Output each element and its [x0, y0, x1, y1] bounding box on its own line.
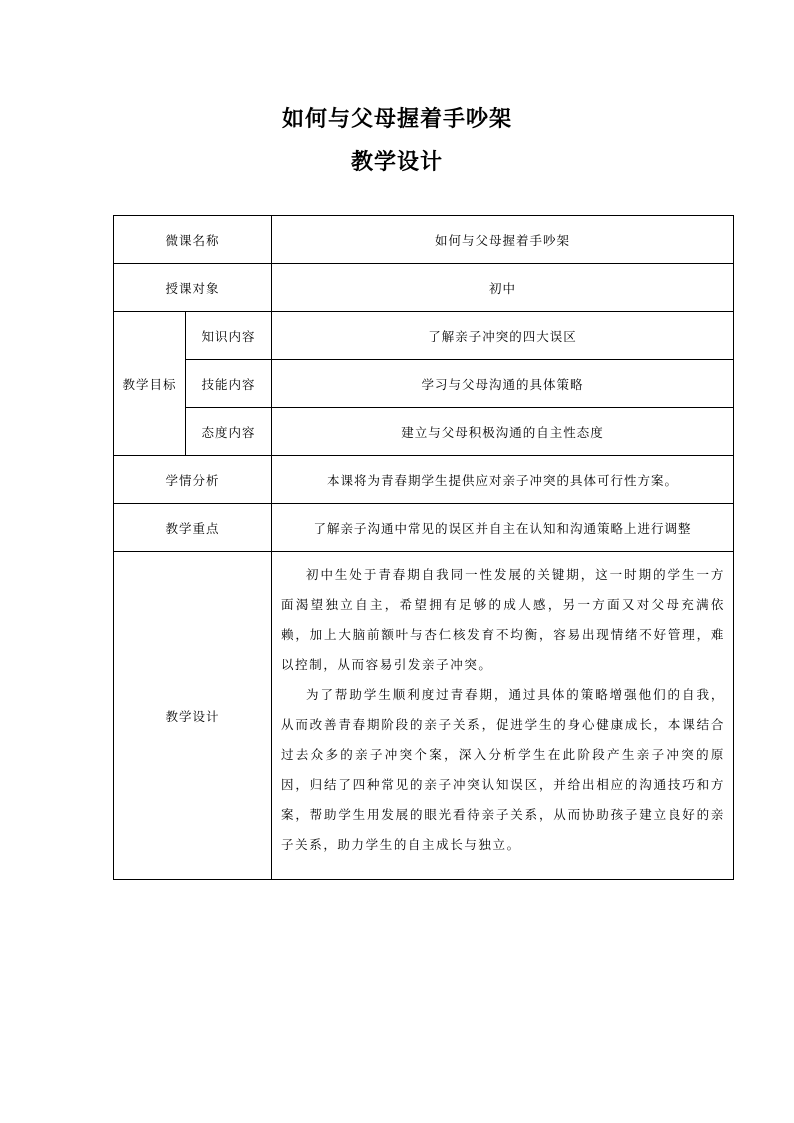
table-row [114, 456, 734, 504]
table-row [114, 504, 734, 552]
design-content [272, 552, 734, 880]
document-subtitle: 教学设计 [350, 149, 443, 175]
audience-label: 授课对象 [114, 264, 272, 312]
table-row [114, 360, 734, 408]
focus-label: 教学重点 [114, 504, 272, 552]
table-row [114, 264, 734, 312]
attitude-value: 建立与父母积极沟通的自主性态度 [272, 408, 734, 456]
table-row [114, 312, 734, 360]
teaching-design-table [113, 215, 734, 880]
design-paragraph-2: 为了帮助学生顺利度过青春期，通过具体的策略增强他们的自我，从而改善青春期阶段的亲子关系，促进学生的身心健康成长，本课结合过去众多的亲子冲突个案，深入分析学生在此阶段产生亲子冲突的原因，归结了四种常见的亲子冲突认知误区，并给出相应的沟通技巧和方案，帮助学生用发展的眼光看待亲子关系，从而协助孩子建立良好的亲子关系，助力学生的自主成长与独立。 [281, 687, 726, 852]
design-label: 教学设计 [114, 552, 272, 880]
table-row [114, 408, 734, 456]
focus-value: 了解亲子沟通中常见的误区并自主在认知和沟通策略上进行调整 [272, 504, 734, 552]
analysis-value: 本课将为青春期学生提供应对亲子冲突的具体可行性方案。 [272, 456, 734, 504]
attitude-label: 态度内容 [186, 408, 272, 456]
audience-value: 初中 [272, 264, 734, 312]
objectives-label: 教学目标 [114, 312, 186, 456]
course-name-label: 微课名称 [114, 216, 272, 264]
document-title: 如何与父母握着手吵架 [281, 106, 512, 132]
design-paragraph-1: 初中生处于青春期自我同一性发展的关键期，这一时期的学生一方面渴望独立自主，希望拥有足够的成人感，另一方面又对父母充满依赖，加上大脑前额叶与杏仁核发育不均衡，容易出现情绪不好管理，难以控制，从而容易引发亲子冲突。 [281, 567, 726, 672]
analysis-label: 学情分析 [114, 456, 272, 504]
knowledge-value: 了解亲子冲突的四大误区 [272, 312, 734, 360]
skill-value: 学习与父母沟通的具体策略 [272, 360, 734, 408]
table-row [114, 216, 734, 264]
course-name-value: 如何与父母握着手吵架 [272, 216, 734, 264]
table-row [114, 552, 734, 880]
knowledge-label: 知识内容 [186, 312, 272, 360]
skill-label: 技能内容 [186, 360, 272, 408]
